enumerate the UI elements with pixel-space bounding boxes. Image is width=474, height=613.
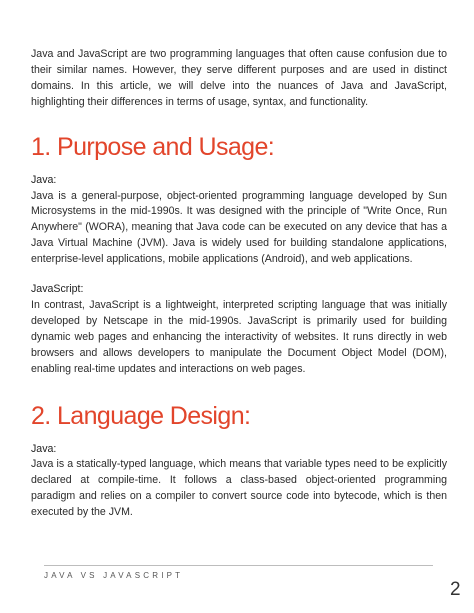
page-number: 2 <box>450 579 461 600</box>
section1-java-block <box>31 173 447 268</box>
section1-javascript-paragraph: In contrast, JavaScript is a lightweight, interpreted scripting language that was initially developed by Netscape in the mid-1990s. JavaScript is primarily used for building dynamic web pages and enhancing the interactivity of websites. It runs directly in web browsers and allows developers to manipulate the Document Object Model (DOM), enabling real-time updates and interactions on web pages. <box>31 298 447 375</box>
section2-java-label: Java: <box>31 442 57 455</box>
section2-java-block <box>31 442 447 522</box>
intro-paragraph: Java and JavaScript are two programming languages that often cause confusion due to their similar names. However, they serve different purposes and are used in distinct domains. In this article, we will delve into the nuances of Java and JavaScript, highlighting their differences in terms of usage, syntax, and functionality. <box>31 48 447 108</box>
footer-running-title: JAVA VS JAVASCRIPT <box>44 571 184 580</box>
section1-java-paragraph: Java is a general-purpose, object-oriented programming language developed by Sun Microsystems in the mid-1990s. It was designed with the principle of "Write Once, Run Anywhere" (WORA), meaning that Java code can be executed on any device that has a Java Virtual Machine (JVM). Java is widely used for building standalone applications, enterprise-level applications, mobile applications (Android), and web applications. <box>31 189 447 266</box>
section1-javascript-label: JavaScript: <box>31 283 84 296</box>
section2-java-paragraph: Java is a statically-typed language, which means that variable types need to be explicitly declared at compile-time. It follows a class-based object-oriented programming paradigm and relies on a compiler to convert source code into bytecode, which is then executed by the JVM. <box>31 458 447 519</box>
section-heading-purpose-usage: 1. Purpose and Usage: <box>31 132 275 161</box>
section1-java-label: Java: <box>31 173 57 186</box>
page-content <box>31 47 447 535</box>
footer-divider <box>44 565 433 566</box>
section1-javascript-block <box>31 282 447 377</box>
section-heading-language-design: 2. Language Design: <box>31 401 251 430</box>
